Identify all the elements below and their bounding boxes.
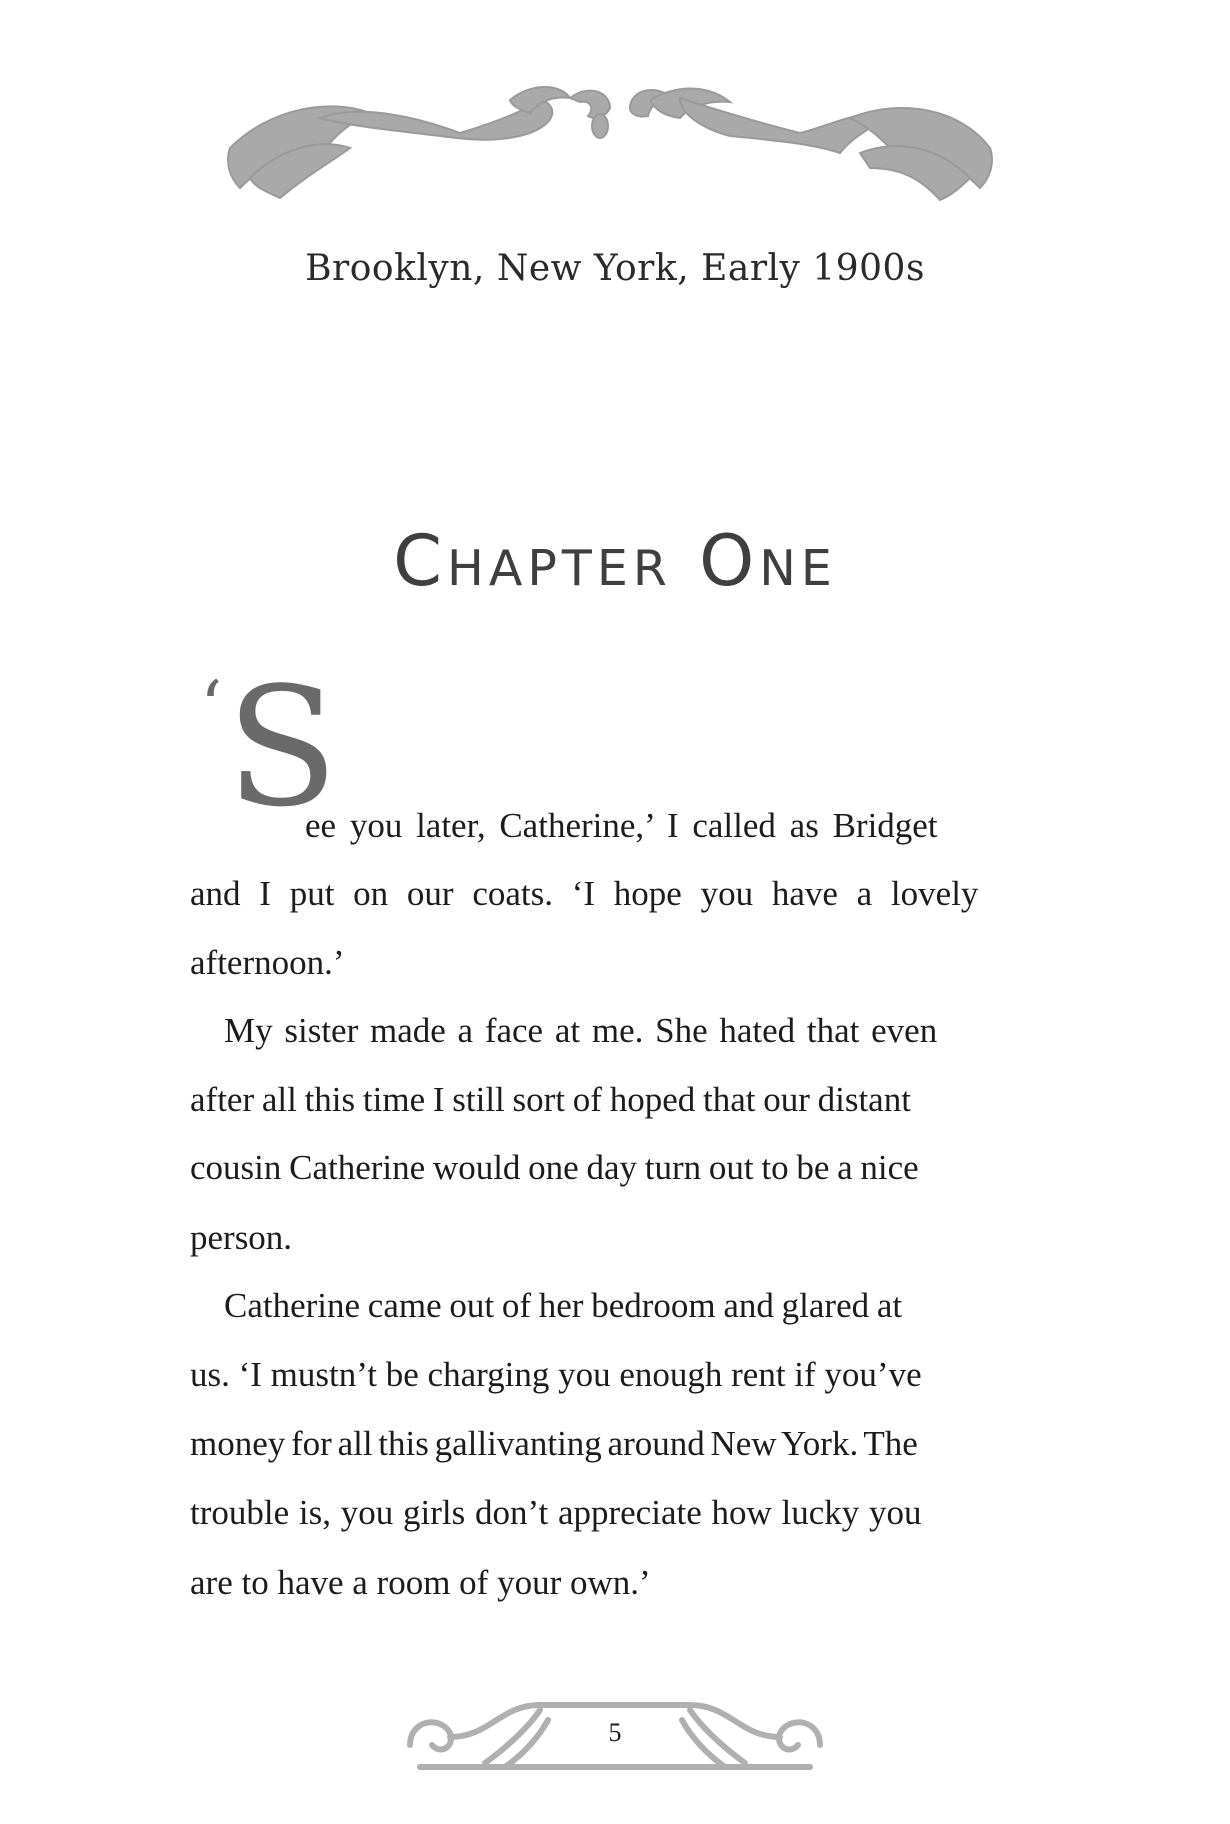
text-line: are to have a room of your own.’ [190, 1563, 651, 1602]
text-line: cousin Catherine would one day turn out to be a nice [190, 1148, 919, 1187]
text-line: after all this time I still sort of hoped that our distant [190, 1080, 911, 1119]
text-line: person. [190, 1218, 293, 1257]
text-line: us. ‘I mustn’t be charging you enough rent if you’ve [190, 1355, 922, 1394]
drop-cap-quote: ‘ [200, 666, 223, 748]
text-line: money for all this gallivanting around New York. The [190, 1424, 918, 1463]
text-line: trouble is, you girls don’t appreciate how lucky you [190, 1493, 922, 1532]
chapter-title: Chapter One [393, 520, 837, 602]
page-number: 5 [608, 1718, 622, 1747]
text-line: afternoon.’ [190, 943, 345, 982]
text-line: and I put on our coats. ‘I hope you have a lovely [190, 874, 979, 913]
top-flourish-icon [210, 78, 1010, 218]
drop-cap [200, 652, 339, 843]
text-line: Catherine came out of her bedroom and glared at [224, 1286, 903, 1325]
location-heading: Brooklyn, New York, Early 1900s [305, 248, 925, 289]
text-line: ee you later, Catherine,’ I called as Bridget [305, 806, 938, 845]
text-line: My sister made a face at me. She hated that even [224, 1011, 938, 1050]
drop-cap-letter: S [226, 652, 339, 843]
